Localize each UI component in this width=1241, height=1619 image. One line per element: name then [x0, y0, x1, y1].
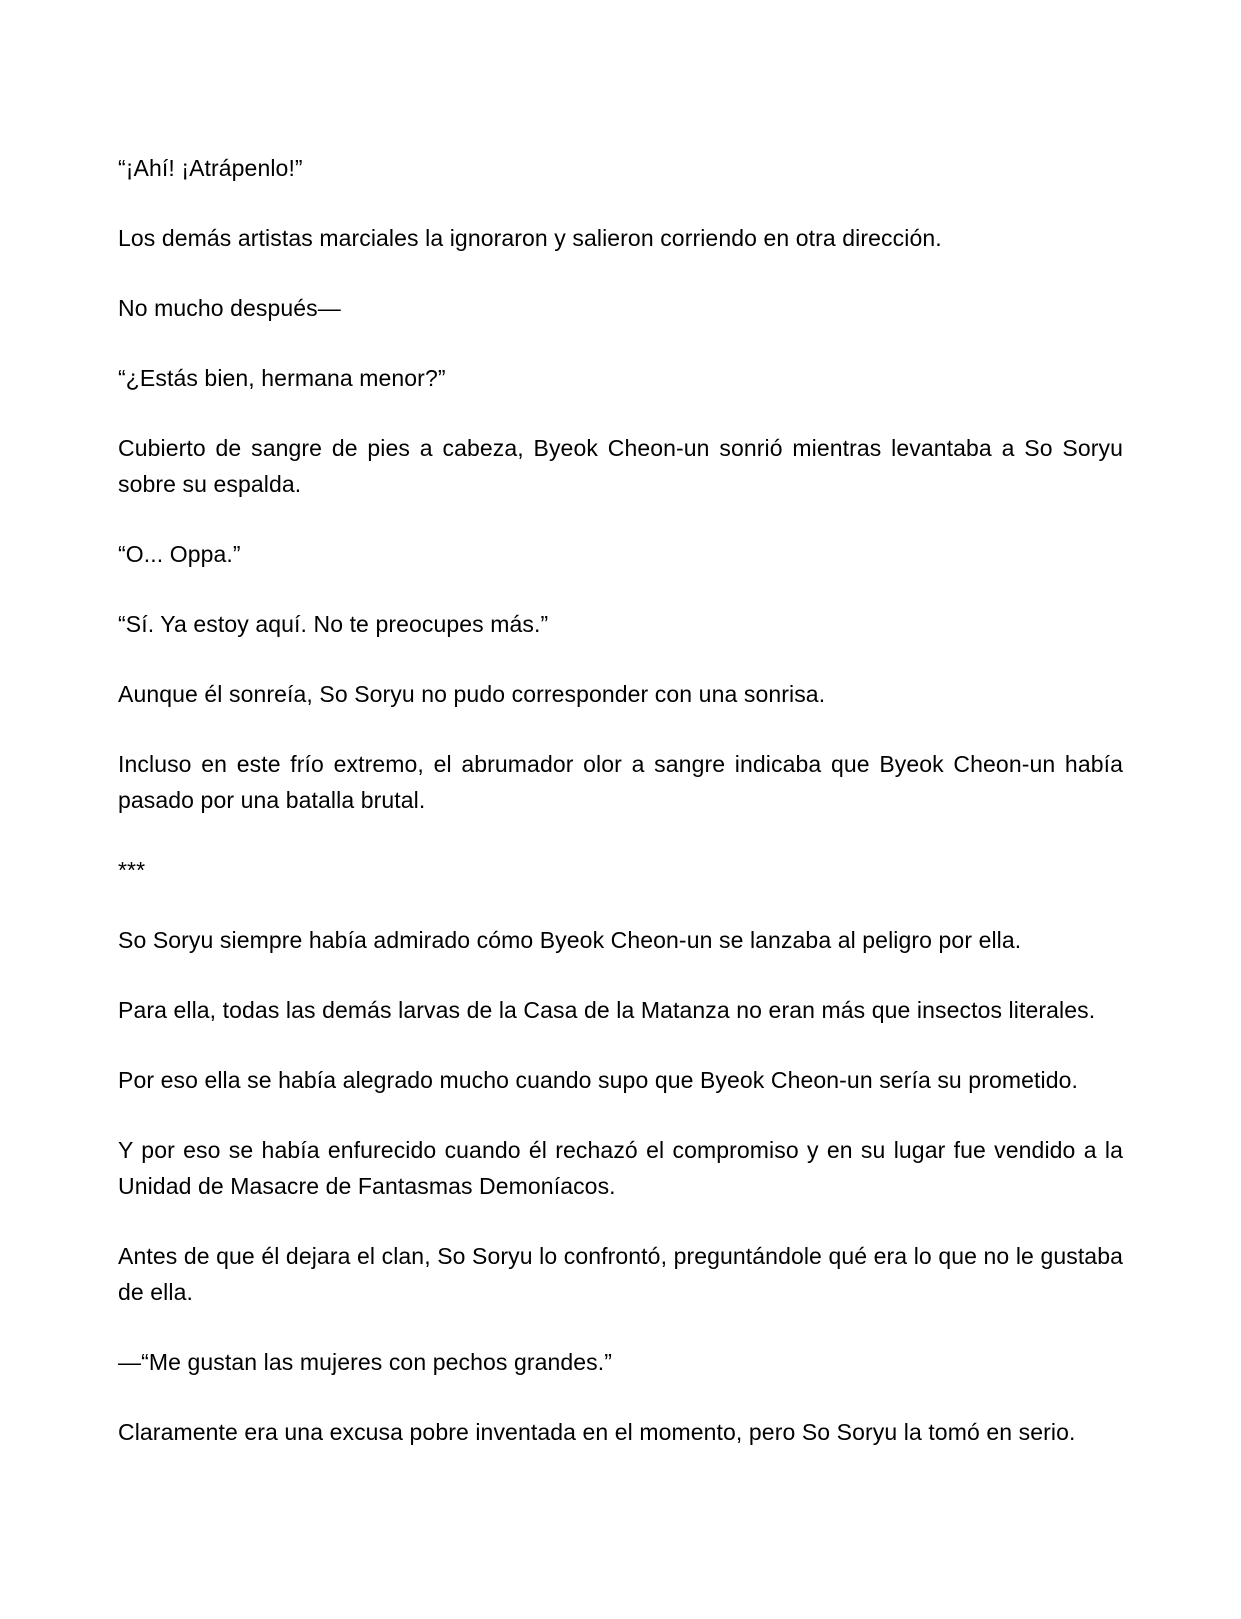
paragraph: Los demás artistas marciales la ignoraron y salieron corriendo en otra dirección.: [118, 225, 942, 251]
paragraph: Y por eso se había enfurecido cuando él rechazó el compromiso y en su lugar fue vendido a la Unidad de Masacre de Fantasmas Demoníacos.: [118, 1137, 1123, 1199]
paragraph: “¿Estás bien, hermana menor?”: [118, 365, 446, 391]
paragraph: “Sí. Ya estoy aquí. No te preocupes más.”: [118, 611, 549, 637]
paragraph: Incluso en este frío extremo, el abrumador olor a sangre indicaba que Byeok Cheon-un había pasado por una batalla brutal.: [118, 751, 1123, 813]
paragraph: So Soryu siempre había admirado cómo Byeok Cheon-un se lanzaba al peligro por ella.: [118, 927, 1022, 953]
paragraph: Antes de que él dejara el clan, So Soryu lo confrontó, preguntándole qué era lo que no le gustaba de ella.: [118, 1243, 1123, 1305]
scene-break: ***: [118, 857, 146, 883]
paragraph: Cubierto de sangre de pies a cabeza, Byeok Cheon-un sonrió mientras levantaba a So Soryu sobre su espalda.: [118, 435, 1123, 497]
paragraph: No mucho después—: [118, 295, 341, 321]
paragraph: Para ella, todas las demás larvas de la Casa de la Matanza no eran más que insectos literales.: [118, 997, 1096, 1023]
paragraph: Claramente era una excusa pobre inventada en el momento, pero So Soryu la tomó en serio.: [118, 1419, 1076, 1445]
paragraph: “O... Oppa.”: [118, 541, 241, 567]
paragraph: “¡Ahí! ¡Atrápenlo!”: [118, 155, 303, 181]
paragraph: —“Me gustan las mujeres con pechos grandes.”: [118, 1349, 613, 1375]
paragraph: Por eso ella se había alegrado mucho cuando supo que Byeok Cheon-un sería su prometido.: [118, 1067, 1078, 1093]
paragraph: Aunque él sonreía, So Soryu no pudo corresponder con una sonrisa.: [118, 681, 826, 707]
document-page: [118, 150, 1123, 1484]
